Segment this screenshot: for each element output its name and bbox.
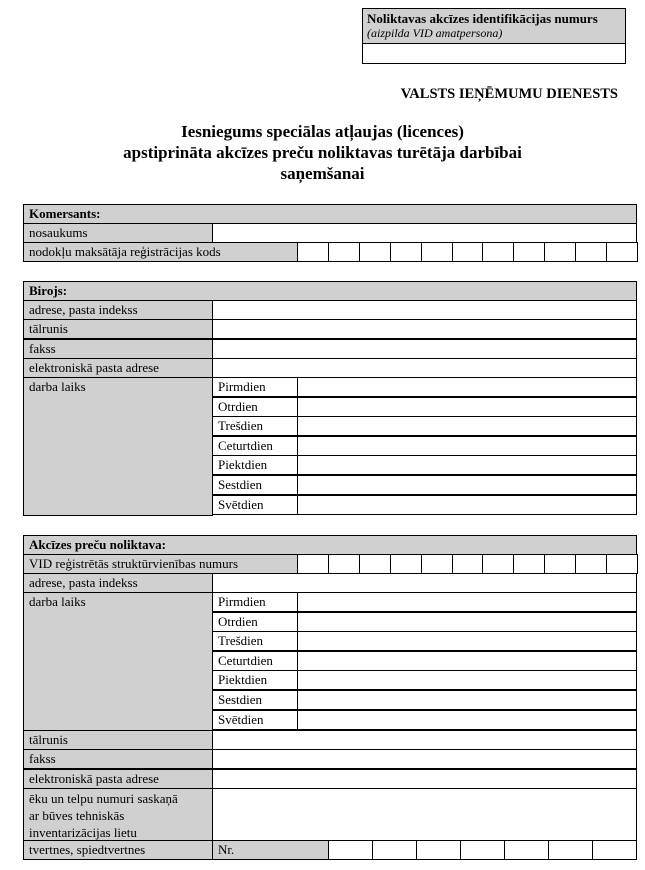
warehouse-day-hours-field[interactable] bbox=[297, 592, 637, 612]
unit-number-digit-box[interactable] bbox=[390, 554, 422, 574]
tank-number-box[interactable] bbox=[460, 840, 505, 860]
warehouse-day-label: Ceturtdien bbox=[212, 651, 298, 671]
tax-code-digit-box[interactable] bbox=[452, 242, 483, 262]
tax-code-digit-box[interactable] bbox=[328, 242, 360, 262]
tank-number-box[interactable] bbox=[548, 840, 593, 860]
warehouse-id-box bbox=[362, 8, 626, 64]
unit-number-digit-box[interactable] bbox=[297, 554, 329, 574]
office-day-label: Sestdien bbox=[212, 475, 298, 495]
office-address-field[interactable] bbox=[212, 300, 637, 320]
warehouse-address-label: adrese, pasta indekss bbox=[23, 573, 213, 593]
warehouse-day-hours-field[interactable] bbox=[297, 631, 637, 651]
office-day-label: Trešdien bbox=[212, 416, 298, 436]
warehouse-phone-field[interactable] bbox=[212, 730, 637, 750]
warehouse-phone-label: tālrunis bbox=[23, 730, 213, 750]
office-day-hours-field[interactable] bbox=[297, 397, 637, 417]
rooms-label-line-1: ēku un telpu numuri saskaņā bbox=[29, 791, 178, 806]
rooms-field[interactable] bbox=[212, 788, 637, 841]
tax-code-digit-box[interactable] bbox=[359, 242, 391, 262]
warehouse-id-title: Noliktavas akcīzes identifikācijas numurs bbox=[367, 11, 598, 26]
warehouse-day-label: Trešdien bbox=[212, 631, 298, 651]
office-email-field[interactable] bbox=[212, 358, 637, 378]
rooms-label-line-2: ar būves tehniskās bbox=[29, 808, 125, 823]
warehouse-fax-label: fakss bbox=[23, 749, 213, 769]
unit-number-digit-box[interactable] bbox=[359, 554, 391, 574]
warehouse-day-hours-field[interactable] bbox=[297, 651, 637, 671]
office-phone-field[interactable] bbox=[212, 319, 637, 339]
office-day-hours-field[interactable] bbox=[297, 416, 637, 436]
warehouse-email-field[interactable] bbox=[212, 769, 637, 789]
warehouse-hours-label: darba laiks bbox=[23, 592, 213, 731]
unit-number-digit-box[interactable] bbox=[452, 554, 483, 574]
office-day-hours-field[interactable] bbox=[297, 377, 637, 397]
warehouse-fax-field[interactable] bbox=[212, 749, 637, 769]
office-day-label: Otrdien bbox=[212, 397, 298, 417]
birojs-header: Birojs: bbox=[23, 281, 637, 301]
unit-number-digit-box[interactable] bbox=[575, 554, 607, 574]
authority-name: VALSTS IEŅĒMUMU DIENESTS bbox=[400, 86, 618, 102]
unit-number-digit-box[interactable] bbox=[513, 554, 545, 574]
unit-number-label: VID reģistrētās struktūrvienības numurs bbox=[23, 554, 298, 574]
tank-number-box[interactable] bbox=[592, 840, 637, 860]
tax-code-digit-box[interactable] bbox=[482, 242, 514, 262]
warehouse-day-hours-field[interactable] bbox=[297, 690, 637, 710]
warehouse-address-field[interactable] bbox=[212, 573, 637, 593]
unit-number-digit-box[interactable] bbox=[606, 554, 638, 574]
office-day-label: Svētdien bbox=[212, 495, 298, 515]
noliktava-header: Akcīzes preču noliktava: bbox=[23, 535, 637, 555]
rooms-label-line-3: inventarizācijas lietu bbox=[29, 825, 137, 840]
unit-number-digit-box[interactable] bbox=[482, 554, 514, 574]
tax-code-digit-box[interactable] bbox=[606, 242, 638, 262]
tank-number-box[interactable] bbox=[504, 840, 549, 860]
title-line-1: Iesniegums speciālas atļaujas (licences) bbox=[181, 122, 464, 141]
komersants-header: Komersants: bbox=[23, 204, 637, 224]
tax-code-digit-box[interactable] bbox=[421, 242, 453, 262]
tax-code-digit-box[interactable] bbox=[390, 242, 422, 262]
office-email-label: elektroniskā pasta adrese bbox=[23, 358, 213, 378]
warehouse-email-label: elektroniskā pasta adrese bbox=[23, 769, 213, 789]
warehouse-day-hours-field[interactable] bbox=[297, 710, 637, 730]
tank-number-box[interactable] bbox=[372, 840, 417, 860]
office-day-label: Ceturtdien bbox=[212, 436, 298, 456]
title-line-3: saņemšanai bbox=[280, 164, 365, 183]
warehouse-id-subtitle: (aizpilda VID amatpersona) bbox=[367, 26, 503, 40]
tank-number-box[interactable] bbox=[416, 840, 461, 860]
office-phone-label: tālrunis bbox=[23, 319, 213, 339]
office-day-label: Piektdien bbox=[212, 455, 298, 475]
tanks-label: tvertnes, spiedtvertnes bbox=[23, 840, 213, 860]
document-title bbox=[40, 121, 605, 184]
unit-number-digit-box[interactable] bbox=[544, 554, 576, 574]
office-day-hours-field[interactable] bbox=[297, 436, 637, 456]
komersants-name-label: nosaukums bbox=[23, 223, 213, 243]
warehouse-day-hours-field[interactable] bbox=[297, 670, 637, 690]
office-fax-label: fakss bbox=[23, 339, 213, 359]
office-day-hours-field[interactable] bbox=[297, 455, 637, 475]
warehouse-day-label: Sestdien bbox=[212, 690, 298, 710]
tax-code-digit-box[interactable] bbox=[297, 242, 329, 262]
tax-code-digit-box[interactable] bbox=[513, 242, 545, 262]
office-fax-field[interactable] bbox=[212, 339, 637, 359]
tanks-number-label: Nr. bbox=[212, 840, 329, 860]
tax-code-digit-box[interactable] bbox=[544, 242, 576, 262]
warehouse-day-hours-field[interactable] bbox=[297, 612, 637, 632]
komersants-name-field[interactable] bbox=[212, 223, 637, 243]
office-day-hours-field[interactable] bbox=[297, 495, 637, 515]
warehouse-day-label: Otrdien bbox=[212, 612, 298, 632]
warehouse-id-field[interactable] bbox=[363, 44, 625, 63]
rooms-label bbox=[23, 788, 213, 841]
tax-code-digit-box[interactable] bbox=[575, 242, 607, 262]
unit-number-digit-box[interactable] bbox=[328, 554, 360, 574]
office-day-hours-field[interactable] bbox=[297, 475, 637, 495]
tank-number-box[interactable] bbox=[328, 840, 373, 860]
office-hours-label: darba laiks bbox=[23, 377, 213, 516]
warehouse-day-label: Svētdien bbox=[212, 710, 298, 730]
office-day-label: Pirmdien bbox=[212, 377, 298, 397]
warehouse-day-label: Pirmdien bbox=[212, 592, 298, 612]
title-line-2: apstiprināta akcīzes preču noliktavas turētāja darbībai bbox=[123, 143, 522, 162]
unit-number-digit-box[interactable] bbox=[421, 554, 453, 574]
office-address-label: adrese, pasta indekss bbox=[23, 300, 213, 320]
warehouse-day-label: Piektdien bbox=[212, 670, 298, 690]
warehouse-id-header bbox=[363, 9, 625, 44]
tax-code-label: nodokļu maksātāja reģistrācijas kods bbox=[23, 242, 298, 262]
